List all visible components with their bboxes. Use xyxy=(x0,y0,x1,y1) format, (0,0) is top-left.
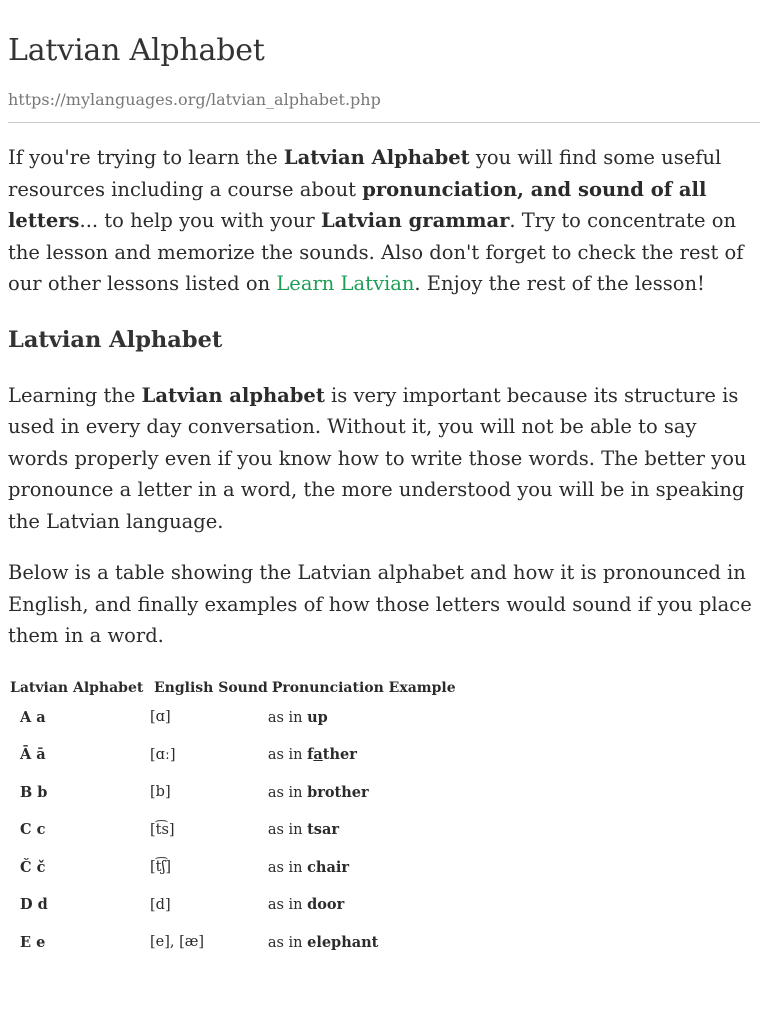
table-row xyxy=(10,849,456,887)
example-word xyxy=(307,896,344,913)
example-word xyxy=(307,784,369,801)
importance-text-1: Learning the xyxy=(8,383,142,407)
intro-paragraph xyxy=(8,142,760,300)
header-latvian-alphabet: Latvian Alphabet xyxy=(10,679,144,696)
example-prefix: as in xyxy=(267,784,308,801)
table-row xyxy=(10,886,456,924)
example-cell xyxy=(268,774,456,812)
example-word-rest: ther xyxy=(322,746,357,764)
example-cell xyxy=(268,699,456,737)
intro-bold-3: Latvian grammar xyxy=(320,209,510,232)
example-prefix: as in xyxy=(267,897,308,914)
alphabet-table xyxy=(10,677,456,962)
table-row xyxy=(10,924,456,962)
sound-cell: [d] xyxy=(150,896,171,913)
letter-cell: Ā ā xyxy=(20,746,46,764)
example-prefix: as in xyxy=(267,934,308,951)
sound-cell: [e], [æ] xyxy=(150,934,205,951)
table-row xyxy=(10,736,456,774)
intro-text-4: . Try to concentrate on the lesson and memorize the sounds. Also don't forget to check the rest of our other lessons listed on xyxy=(8,209,744,295)
intro-text-3: ... to help you with your xyxy=(79,209,321,232)
example-word xyxy=(307,821,339,838)
example-prefix: as in xyxy=(267,709,308,726)
example-word xyxy=(307,934,378,951)
header-english-sound: English Sound xyxy=(154,679,268,696)
example-word-rest: elephant xyxy=(307,933,379,951)
importance-paragraph xyxy=(8,380,760,538)
sound-cell: [t͡s] xyxy=(150,821,175,838)
example-prefix: as in xyxy=(267,859,308,876)
example-prefix: as in xyxy=(267,822,308,839)
letter-cell: D d xyxy=(20,896,48,914)
letter-cell: E e xyxy=(20,933,46,951)
example-word-rest: brother xyxy=(307,783,369,801)
example-cell xyxy=(268,736,456,774)
sound-cell: [ɑː] xyxy=(150,746,176,763)
example-word xyxy=(307,746,357,763)
example-word xyxy=(307,859,349,876)
intro-text-5: . Enjoy the rest of the lesson! xyxy=(414,272,705,295)
example-word-rest: chair xyxy=(307,858,350,876)
letter-cell: Č č xyxy=(20,858,46,876)
header-pronunciation-example: Pronunciation Example xyxy=(271,679,456,696)
importance-text-2: is very important because its structure is used in every day conversation. Without it, you will not be able to say words properly even if you know how to write those words. The better you pronounce a letter in a word, the more understood you will be in speaking the Latvian language. xyxy=(8,383,747,533)
intro-bold-2: pronunciation, and sound of all letters xyxy=(8,177,707,232)
example-word xyxy=(307,709,328,726)
learn-latvian-link[interactable]: Learn Latvian xyxy=(276,272,415,295)
page-url: https://mylanguages.org/latvian_alphabet.php xyxy=(8,90,760,123)
example-cell xyxy=(268,849,456,887)
letter-cell: A a xyxy=(20,708,46,726)
example-word-start: f xyxy=(307,746,314,764)
example-word-underlined: a xyxy=(313,746,323,764)
sound-cell: [b] xyxy=(150,784,171,801)
intro-text-2: you will find some useful resources including a course about xyxy=(8,146,722,201)
section-heading: Latvian Alphabet xyxy=(8,326,223,353)
table-header-row xyxy=(10,677,456,699)
table-row xyxy=(10,811,456,849)
intro-bold-1: Latvian Alphabet xyxy=(283,146,470,169)
sound-cell: [t͡ʃ] xyxy=(150,859,172,876)
table-row xyxy=(10,699,456,737)
letter-cell: B b xyxy=(20,783,48,801)
example-word-rest: up xyxy=(307,708,328,726)
letter-cell: C c xyxy=(20,821,46,839)
example-cell xyxy=(268,924,456,962)
example-word-rest: door xyxy=(307,896,345,914)
sound-cell: [ɑ] xyxy=(150,709,171,726)
importance-bold: Latvian alphabet xyxy=(141,383,325,407)
page-title: Latvian Alphabet xyxy=(8,33,265,68)
example-word-rest: tsar xyxy=(307,821,339,839)
table-row xyxy=(10,774,456,812)
table-intro-paragraph: Below is a table showing the Latvian alphabet and how it is pronounced in English, and finally examples of how those letters would sound if you place them in a word. xyxy=(8,561,752,647)
example-cell xyxy=(268,886,456,924)
intro-text-1: If you're trying to learn the xyxy=(8,146,284,169)
example-prefix: as in xyxy=(267,747,308,764)
example-cell xyxy=(268,811,456,849)
